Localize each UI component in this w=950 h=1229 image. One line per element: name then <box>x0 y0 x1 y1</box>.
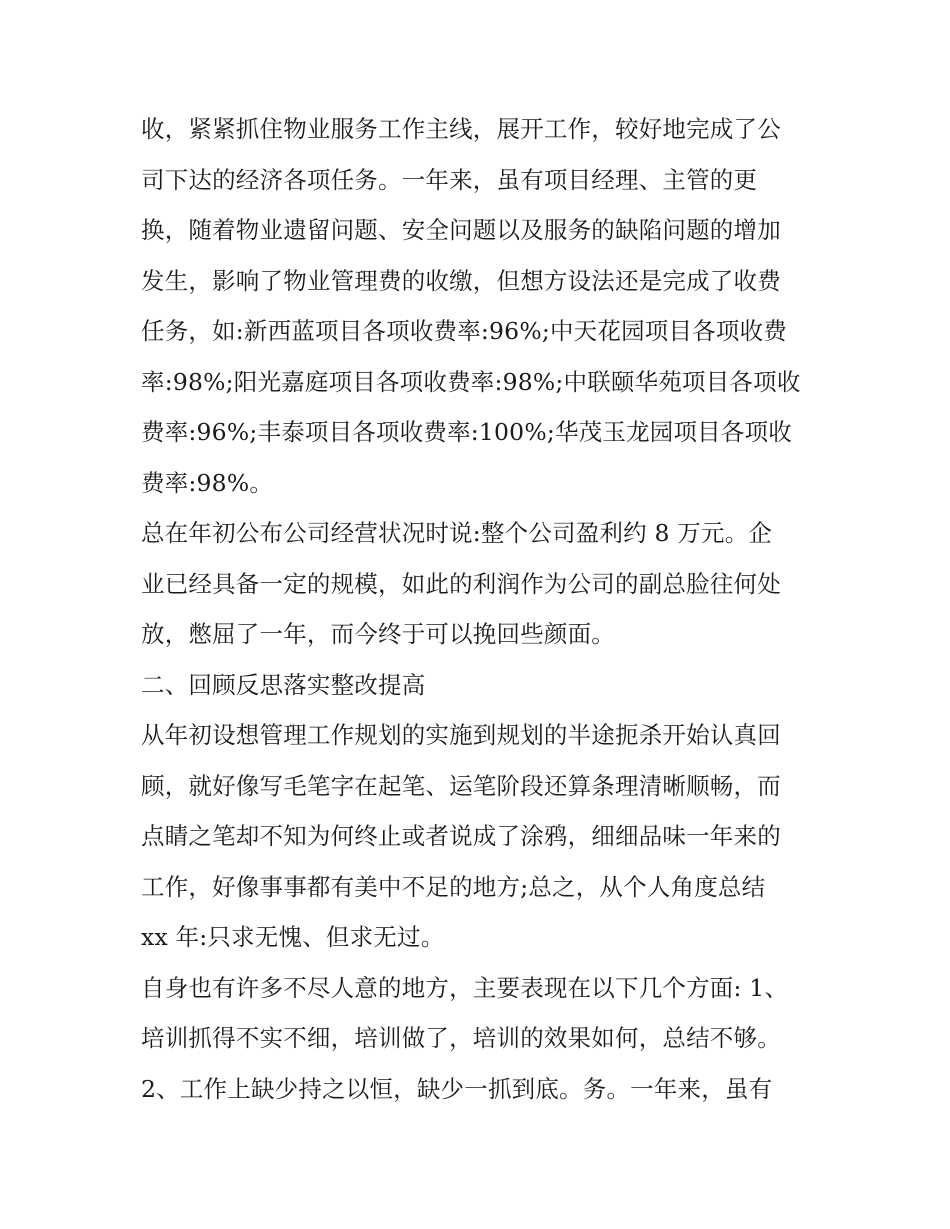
text-line: 司下达的经济各项任务。一年来，虽有项目经理、主管的更 <box>141 165 758 194</box>
text-line: 任务，如:新西蓝项目各项收费率:96%;中天花园项目各项收费 <box>141 317 787 345</box>
text-line: 自身也有许多不尽人意的地方，主要表现在以下几个方面: 1、 <box>141 973 789 1002</box>
text-line: 率:98%;阳光嘉庭项目各项收费率:98%;中联颐华苑项目各项收 <box>141 367 801 396</box>
text-line: 顾，就好像写毛笔字在起笔、运笔阶段还算条理清晰顺畅，而 <box>141 771 781 800</box>
document-body <box>141 104 813 1114</box>
text-line: 2、工作上缺少持之以恒，缺少一抓到底。务。一年来，虽有 <box>141 1074 773 1103</box>
text-line: 费率:96%;丰泰项目各项收费率:100%;华茂玉龙园项目各项收 <box>141 418 792 446</box>
text-line: 总在年初公布公司经营状况时说:整个公司盈利约 8 万元。企 <box>141 519 773 547</box>
text-line: xx 年:只求无愧、但求无过。 <box>141 923 445 951</box>
section-heading: 二、回顾反思落实整改提高 <box>141 670 426 699</box>
text-line: 培训抓得不实不细，培训做了，培训的效果如何，总结不够。 <box>141 1024 781 1052</box>
text-line: 发生，影响了物业管理费的收缴，但想方设法还是完成了收费 <box>141 266 781 295</box>
text-line: 换，随着物业遗留问题、安全问题以及服务的缺陷问题的增加 <box>141 216 781 244</box>
text-line: 业已经具备一定的规模，如此的利润作为公司的副总脸往何处 <box>141 569 781 598</box>
text-line: 点睛之笔却不知为何终止或者说成了涂鸦，细细品味一年来的 <box>141 822 781 850</box>
text-line: 放，憋屈了一年，而今终于可以挽回些颜面。 <box>141 620 615 648</box>
text-line: 收，紧紧抓住物业服务工作主线，展开工作，较好地完成了公 <box>141 115 781 143</box>
text-line: 工作，好像事事都有美中不足的地方;总之，从个人角度总结 <box>141 872 766 901</box>
text-line: 从年初设想管理工作规划的实施到规划的半途扼杀开始认真回 <box>141 721 781 749</box>
text-line: 费率:98%。 <box>141 468 274 497</box>
